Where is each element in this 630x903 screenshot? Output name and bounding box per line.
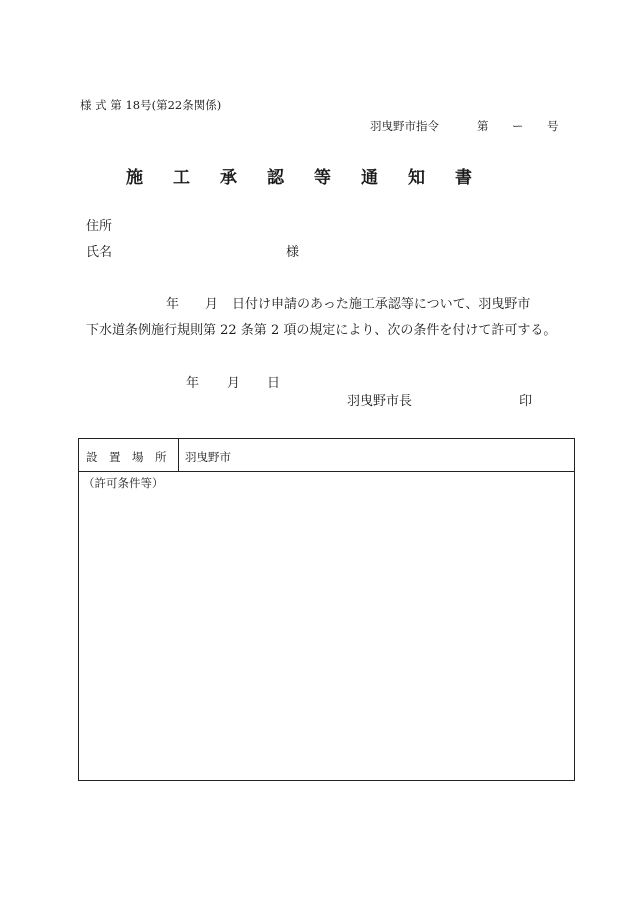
title-char: 等 <box>314 168 331 188</box>
title-char: 認 <box>267 168 284 188</box>
body-line2: 下水道条例施行規則第 22 条第 2 項の規定により、次の条件を付けて許可する。 <box>86 323 557 338</box>
body-month: 月 <box>205 297 219 312</box>
date-day: 日 <box>267 376 281 391</box>
location-value: 羽曳野市 <box>185 450 231 464</box>
conditions-area[interactable] <box>79 491 574 779</box>
form-style-label: 様 式 第 18号(第22条関係) <box>80 98 222 112</box>
signer-title: 羽曳野市長 <box>347 394 413 409</box>
honorific-sama: 様 <box>286 245 300 260</box>
body-year: 年 <box>166 297 180 312</box>
reference-go: 号 <box>547 119 559 133</box>
address-label: 住所 <box>86 219 113 234</box>
reference-dash: ー <box>512 119 524 133</box>
date-year: 年 <box>186 376 200 391</box>
office-reference-label: 羽曳野市指令 <box>370 119 439 133</box>
title-char: 知 <box>408 168 425 188</box>
title-char: 施 <box>126 168 143 188</box>
body-line1: 日付け申請のあった施工承認等について、羽曳野市 <box>232 297 531 312</box>
title-char: 工 <box>173 168 190 188</box>
reference-dai: 第 <box>477 119 489 133</box>
seal-mark: 印 <box>519 394 533 409</box>
location-row <box>79 439 574 472</box>
conditions-label: （許可条件等） <box>83 476 164 490</box>
conditions-table <box>78 438 575 781</box>
title-char: 通 <box>361 168 378 188</box>
title-char: 承 <box>220 168 237 188</box>
cell-divider <box>178 439 179 472</box>
title-char: 書 <box>455 168 472 188</box>
name-label: 氏名 <box>86 245 113 260</box>
location-label: 設 置 場 所 <box>86 450 167 464</box>
date-month: 月 <box>227 376 241 391</box>
